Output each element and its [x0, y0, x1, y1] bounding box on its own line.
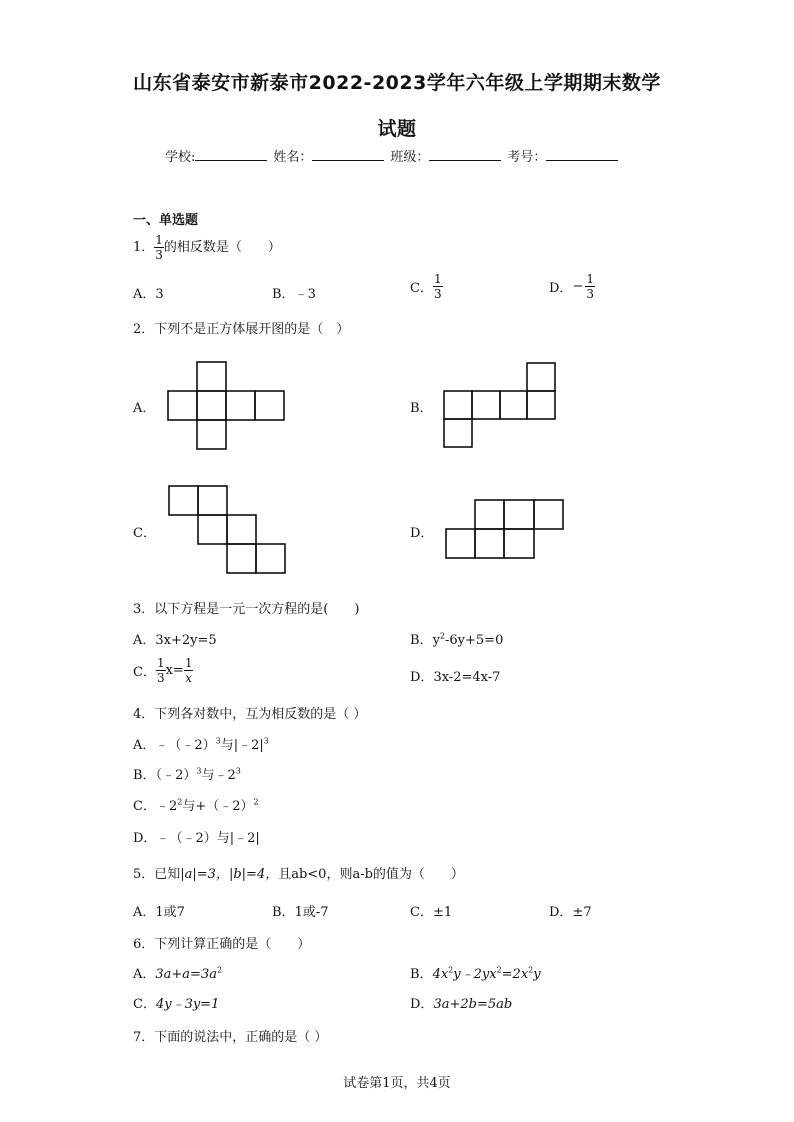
- name-blank[interactable]: [312, 148, 384, 161]
- q1-option-a[interactable]: A．3: [133, 287, 164, 302]
- q3-option-d[interactable]: D．3x-2=4x-7: [410, 670, 501, 685]
- class-blank[interactable]: [429, 148, 501, 161]
- question-2-stem: 2．下列不是正方体展开图的是（ ）: [133, 322, 350, 337]
- page-footer: 试卷第1页，共4页: [343, 1076, 451, 1091]
- q3-option-a[interactable]: A．3x+2y=5: [133, 633, 217, 648]
- question-1: [133, 234, 281, 261]
- q2-net-c-figure: [167, 484, 289, 576]
- q1-option-b[interactable]: B．﹣3: [272, 287, 316, 302]
- q3-option-c[interactable]: C． $\frac{1}{3}$ x= $\frac{1}{x}$: [133, 656, 193, 685]
- student-info-fields: [165, 146, 624, 165]
- name-label: 姓名：: [273, 150, 313, 165]
- fraction: $\frac{1}{3}$: [155, 233, 163, 262]
- q5-option-c[interactable]: C．±1: [410, 905, 453, 920]
- q1-option-c[interactable]: C． $\frac{1}{3}$: [410, 272, 442, 301]
- page-title: 山东省泰安市新泰市2022-2023学年六年级上学期期末数学: [133, 72, 661, 94]
- class-label: 班级：: [390, 150, 430, 165]
- question-stem: 的相反数是（ ）: [163, 240, 281, 255]
- q2-net-d-figure: [444, 498, 566, 560]
- q6-option-c[interactable]: C．4y﹣3y=1: [133, 997, 220, 1012]
- q2-net-b-figure: [443, 362, 563, 448]
- q4-option-c[interactable]: C．$﹣2^2$与+（﹣2）$^2$: [133, 797, 259, 814]
- question-5-stem: 5．已知|a|=3，|b|=4，且ab<0，则a-b的值为（ ）: [133, 867, 464, 882]
- question-3-stem: 3．以下方程是一元一次方程的是( ): [133, 602, 360, 617]
- q4-option-a[interactable]: A．﹣（﹣2）$^3$与$|﹣2|^3$: [133, 736, 269, 753]
- question-7-stem: 7．下面的说法中，正确的是（ ）: [133, 1030, 328, 1045]
- q4-option-b[interactable]: B．（﹣2）$^3$与$﹣2^3$: [133, 766, 241, 783]
- question-number: 1．: [133, 240, 155, 255]
- question-6-stem: 6．下列计算正确的是（ ）: [133, 937, 311, 952]
- q4-option-d[interactable]: D．﹣（﹣2）与|﹣2|: [133, 831, 260, 846]
- q2-option-a-label[interactable]: A．: [133, 401, 156, 416]
- q2-option-c-label[interactable]: C．: [133, 526, 156, 541]
- exam-number-label: 考号：: [507, 150, 547, 165]
- q1-option-d[interactable]: D．− $\frac{1}{3}$: [549, 272, 594, 301]
- school-label: 学校:: [165, 150, 196, 165]
- page-title-line2: 试题: [377, 118, 417, 140]
- q2-net-a-figure: [167, 360, 287, 450]
- q2-option-d-label[interactable]: D．: [410, 526, 434, 541]
- section-heading: 一、单选题: [133, 213, 199, 228]
- exam-number-blank[interactable]: [546, 148, 618, 161]
- q3-option-b[interactable]: B．$y^2-6y+5=0$: [410, 631, 504, 648]
- question-4-stem: 4．下列各对数中，互为相反数的是（ ）: [133, 707, 367, 722]
- q6-option-b[interactable]: B．$4x^2y﹣2yx^2=2x^2y$: [410, 965, 541, 982]
- q6-option-d[interactable]: D．3a+2b=5ab: [410, 997, 513, 1012]
- q5-option-a[interactable]: A．1或7: [133, 905, 185, 920]
- school-blank[interactable]: [195, 148, 267, 161]
- q5-option-b[interactable]: B．1或-7: [272, 905, 329, 920]
- q2-option-b-label[interactable]: B．: [410, 401, 433, 416]
- q5-option-d[interactable]: D．±7: [549, 905, 592, 920]
- q6-option-a[interactable]: A．$3a+a=3a^2$: [133, 965, 223, 982]
